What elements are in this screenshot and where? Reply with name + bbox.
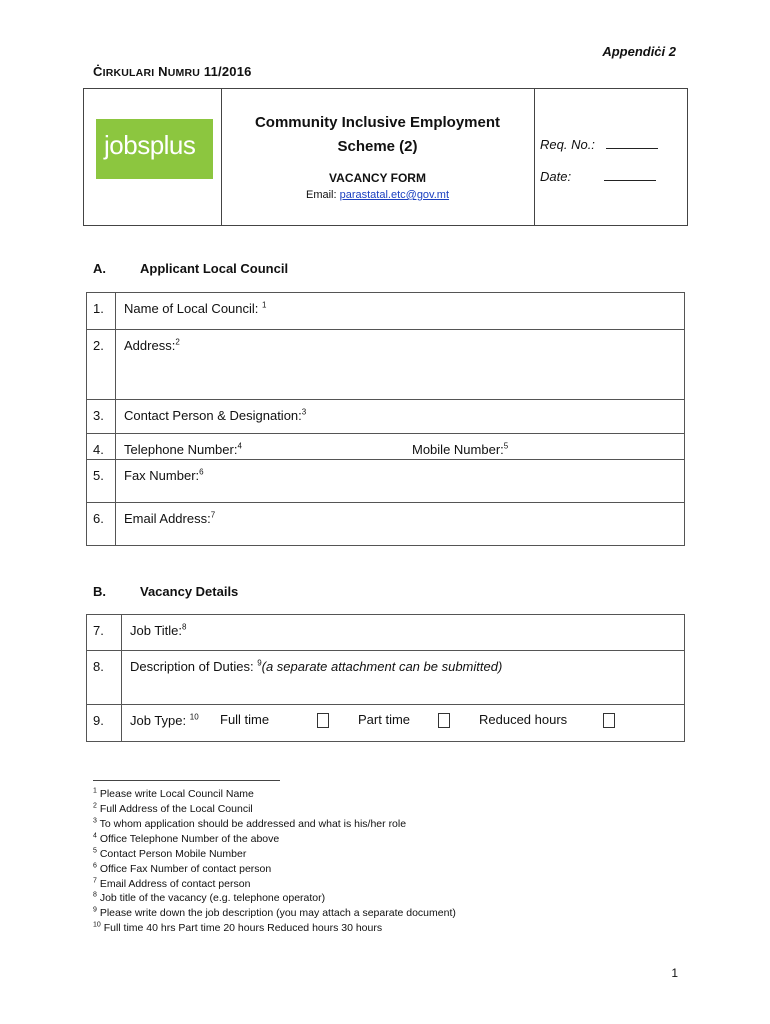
req-no-field[interactable]: Req. No.: — [540, 136, 658, 152]
row-email — [87, 503, 685, 546]
section-b-title: Vacancy Details — [140, 584, 239, 599]
row-council-name — [87, 293, 685, 330]
row-duties — [87, 651, 685, 705]
fax-field[interactable]: Fax Number:$^6$ — [116, 460, 685, 503]
full-time-checkbox[interactable] — [317, 713, 329, 728]
footnote: $^4$ Office Telephone Number of the above — [93, 832, 280, 845]
reduced-hours-checkbox[interactable] — [603, 713, 615, 728]
row-job-type — [87, 705, 685, 742]
form-title: Community Inclusive Employment Scheme (2) — [254, 114, 501, 155]
footnote: $^6$ Office Fax Number of contact person — [93, 862, 272, 875]
section-a-letter: A. — [93, 261, 106, 276]
footnote: $^7$ Email Address of contact person — [93, 877, 251, 890]
logo-cell — [84, 89, 222, 225]
mobile-number-field[interactable]: Mobile Number:$^5$ — [412, 441, 509, 457]
footnote: $^{10}$ Full time 40 hrs Part time 20 hours Reduced hours 30 hours — [93, 921, 383, 934]
title-cell — [221, 89, 535, 225]
row-contact-person — [87, 400, 685, 434]
vacancy-form-label: VACANCY FORM — [329, 171, 426, 185]
contact-person-field[interactable]: Contact Person & Designation:$^3$ — [116, 400, 685, 434]
section-a-title: Applicant Local Council — [140, 261, 289, 276]
appendix-label: Appendiċi 2 — [602, 44, 676, 59]
duties-field[interactable]: Description of Duties: $^9$(a separate attachment can be submitted) — [122, 651, 685, 705]
row-number: 7. — [87, 615, 122, 651]
full-time-option[interactable]: Full time — [220, 712, 329, 728]
row-number: 9. — [87, 705, 122, 742]
row-number: 1. — [87, 293, 116, 330]
footnote: $^5$ Contact Person Mobile Number — [93, 847, 247, 860]
row-number: 6. — [87, 503, 116, 546]
address-field[interactable]: Address:$^2$ — [116, 330, 685, 400]
row-address — [87, 330, 685, 400]
row-fax — [87, 460, 685, 503]
footnote: $^3$ To whom application should be addressed and what is his/her role — [93, 817, 407, 830]
job-type-field: Job Type: $^{10}$ Full time Part time Reduced hours — [122, 705, 685, 742]
part-time-checkbox[interactable] — [438, 713, 450, 728]
jobsplus-logo: jobsplus — [96, 119, 213, 179]
form-header-box — [83, 88, 688, 226]
row-telephone — [87, 434, 685, 460]
applicant-table — [86, 292, 685, 546]
contact-email: Email: parastatal.etc@gov.mt — [305, 189, 450, 201]
email-link[interactable]: parastatal.etc@gov.mt — [339, 189, 450, 201]
row-number: 3. — [87, 400, 116, 434]
footnote: $^2$ Full Address of the Local Council — [93, 802, 253, 815]
job-title-field[interactable]: Job Title:$^8$ — [122, 615, 685, 651]
row-number: 4. — [87, 434, 116, 460]
circular-number: ĊIRKULARI NUMRU 11/2016 — [93, 64, 252, 79]
row-number: 2. — [87, 330, 116, 400]
council-name-field[interactable]: Name of Local Council: $^1$ — [116, 293, 685, 330]
section-b-letter: B. — [93, 584, 106, 599]
footnote: $^8$ Job title of the vacancy (e.g. telephone operator) — [93, 891, 326, 904]
date-field[interactable]: Date: — [540, 168, 656, 184]
row-number: 5. — [87, 460, 116, 503]
footnote: $^1$ Please write Local Council Name — [93, 787, 254, 800]
reference-cell — [534, 89, 687, 225]
page-number: 1 — [671, 966, 678, 980]
vacancy-table — [86, 614, 685, 742]
telephone-field[interactable]: Telephone Number:$^4$ Mobile Number:$^5$ — [116, 434, 685, 460]
duties-note: (a separate attachment can be submitted) — [261, 659, 503, 674]
footnote-separator — [93, 780, 280, 781]
email-address-field[interactable]: Email Address:$^7$ — [116, 503, 685, 546]
footnote: $^9$ Please write down the job description (you may attach a separate document) — [93, 906, 456, 919]
reduced-hours-option[interactable]: Reduced hours — [479, 712, 615, 728]
row-number: 8. — [87, 651, 122, 705]
row-job-title — [87, 615, 685, 651]
part-time-option[interactable]: Part time — [358, 712, 450, 728]
